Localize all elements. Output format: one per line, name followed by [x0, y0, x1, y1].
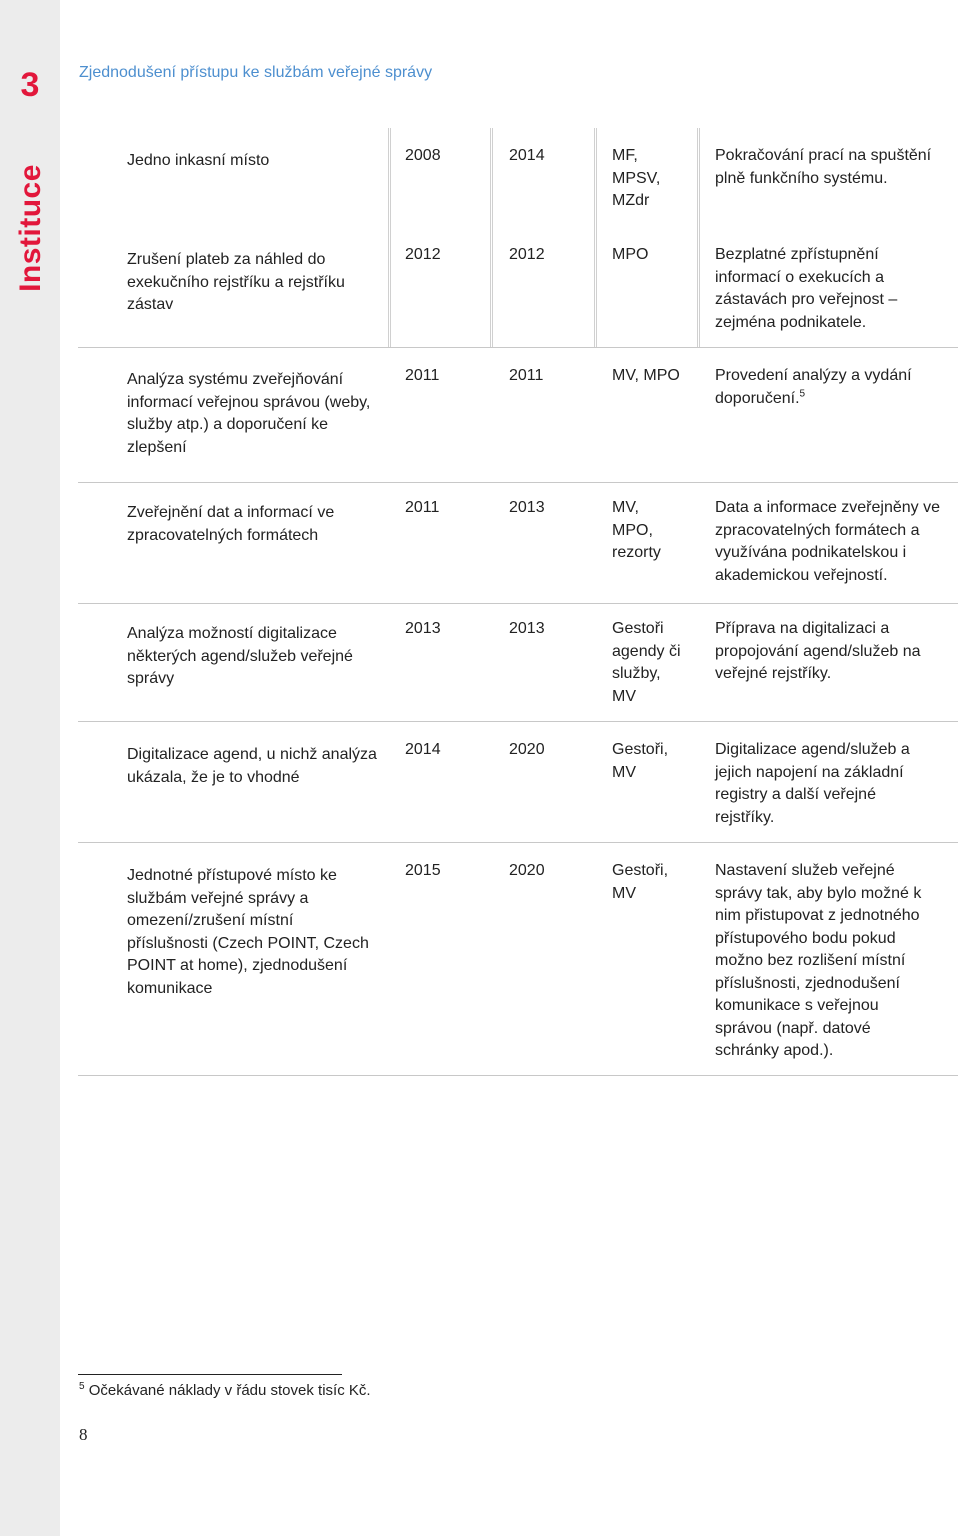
chapter-number: 3 — [20, 66, 40, 104]
task-cell: Jednotné přístupové místo ke službám veřejné správy a omezení/zrušení místní příslušnosti (Czech POINT, Czech POINT at home), zjednodušení komunikace — [127, 867, 369, 997]
outcome-cell: Nastavení služeb veřejné správy tak, aby bylo možné k nim přistupovat z jednotného přístupového bodu pokud možno bez rozlišení místní příslušnosti, zjednodušení komunikace s veřejnou správou (např. datové schránky apod.). — [715, 862, 922, 1059]
task-cell: Zveřejnění dat a informací ve zpracovatelných formátech — [127, 504, 335, 544]
outcome-cell: Digitalizace agend/služeb a jejich napojení na základní registry a další veřejné rejstříky. — [715, 741, 910, 826]
outcome-cell: Příprava na digitalizaci a propojování agend/služeb na veřejné rejstříky. — [715, 620, 921, 682]
end-year-cell: 2011 — [509, 367, 544, 384]
end-year-cell: 2013 — [509, 499, 545, 516]
row-separator — [78, 1075, 958, 1076]
row-separator — [78, 721, 958, 722]
row-separator — [78, 603, 958, 604]
task-cell: Digitalizace agend, u nichž analýza ukázala, že je to vhodné — [127, 746, 377, 786]
start-year-cell: 2014 — [405, 741, 441, 758]
end-year-cell: 2012 — [509, 246, 545, 263]
start-year-cell: 2015 — [405, 862, 441, 879]
responsible-cell: MV, MPO, rezorty — [612, 499, 661, 561]
responsible-cell: MPO — [612, 246, 649, 263]
running-title: Zjednodušení přístupu ke službám veřejné správy — [79, 64, 433, 81]
outcome-cell: Bezplatné zpřístupnění informací o exekucích a zástavách pro veřejnost – zejména podnikatele. — [715, 246, 898, 331]
outcome-cell: Data a informace zveřejněny ve zpracovatelných formátech a využívána podnikatelskou i akademickou veřejností. — [715, 499, 940, 584]
outcome-text: Provedení analýzy a vydání doporučení. — [715, 367, 912, 407]
responsible-cell: Gestoři, MV — [612, 741, 669, 781]
footnote-rule — [78, 1374, 342, 1375]
start-year-cell: 2013 — [405, 620, 441, 637]
end-year-cell: 2020 — [509, 862, 545, 879]
page-number: 8 — [79, 1425, 88, 1444]
task-cell: Zrušení plateb za náhled do exekučního rejstříku a rejstříku zástav — [127, 251, 345, 313]
end-year-cell: 2020 — [509, 741, 545, 758]
row-separator — [78, 842, 958, 843]
task-cell: Jedno inkasní místo — [127, 152, 270, 169]
start-year-cell: 2008 — [405, 147, 441, 164]
end-year-cell: 2014 — [509, 147, 545, 164]
responsible-cell: Gestoři, MV — [612, 862, 669, 902]
task-cell: Analýza systému zveřejňování informací veřejnou správou (weby, služby atp.) a doporučení ke zlepšení — [127, 371, 371, 456]
responsible-cell: Gestoři agendy či služby, MV — [612, 620, 681, 705]
column-separator — [490, 128, 493, 348]
start-year-cell: 2011 — [405, 367, 440, 384]
task-cell: Analýza možností digitalizace některých agend/služeb veřejné správy — [127, 625, 353, 687]
responsible-cell: MV, MPO — [612, 367, 680, 384]
start-year-cell: 2011 — [405, 499, 440, 516]
footnote-reference: 5 — [799, 388, 806, 400]
footnote-number: 5 — [79, 1381, 85, 1392]
outcome-cell — [715, 365, 935, 410]
end-year-cell: 2013 — [509, 620, 545, 637]
column-separator — [594, 128, 597, 348]
footnote — [79, 1382, 371, 1399]
chapter-label: Instituce — [14, 164, 47, 292]
column-separator — [697, 128, 700, 348]
row-separator — [78, 347, 958, 348]
footnote-text: Očekávané náklady v řádu stovek tisíc Kč. — [88, 1382, 371, 1399]
responsible-cell: MF, MPSV, MZdr — [612, 147, 661, 209]
row-separator — [78, 482, 958, 483]
outcome-cell: Pokračování prací na spuštění plně funkčního systému. — [715, 147, 932, 187]
start-year-cell: 2012 — [405, 246, 441, 263]
column-separator — [388, 128, 391, 348]
